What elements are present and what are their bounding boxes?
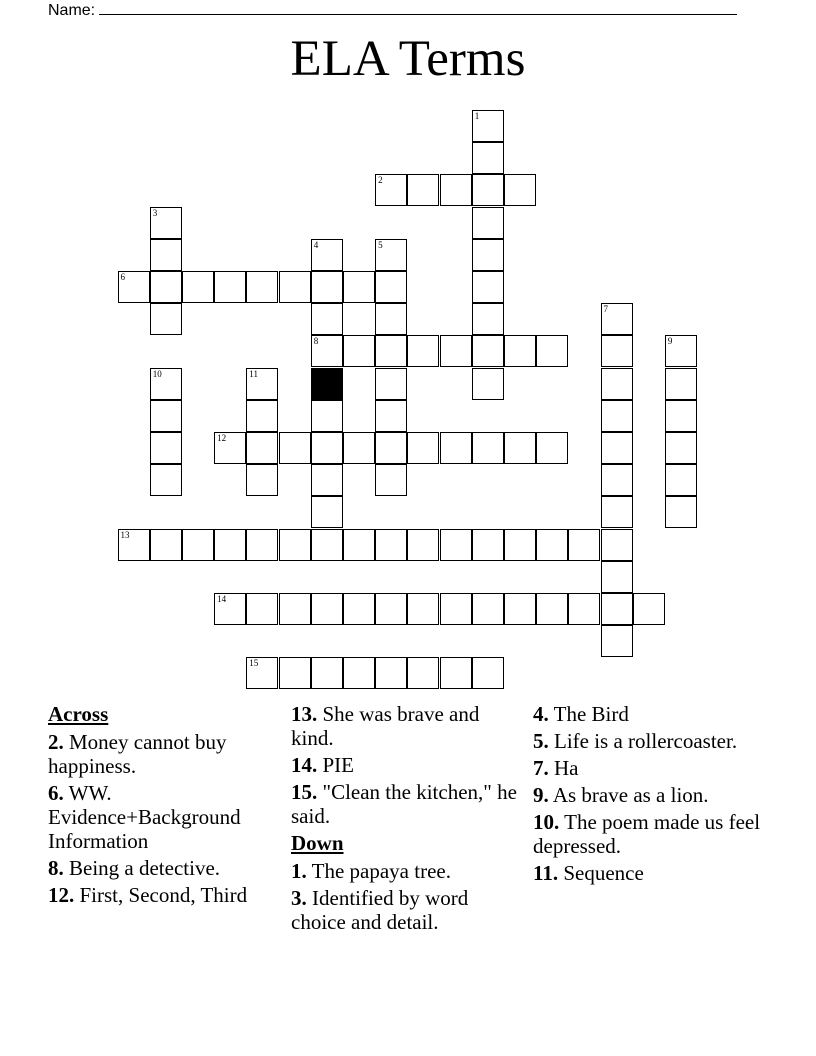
clue-across-14 xyxy=(291,753,526,777)
clue-number: 8. xyxy=(48,856,64,880)
crossword-cell[interactable] xyxy=(182,271,214,303)
crossword-cell[interactable] xyxy=(472,368,504,400)
crossword-cell[interactable] xyxy=(375,335,407,367)
crossword-cell[interactable] xyxy=(343,335,375,367)
crossword-cell[interactable] xyxy=(440,432,472,464)
crossword-cell[interactable] xyxy=(246,529,278,561)
crossword-cell[interactable] xyxy=(246,593,278,625)
black-square xyxy=(311,368,343,400)
clue-text: The papaya tree. xyxy=(311,859,451,883)
crossword-cell[interactable] xyxy=(150,529,182,561)
crossword-cell[interactable] xyxy=(601,529,633,561)
crossword-cell[interactable] xyxy=(246,368,278,400)
crossword-cell[interactable] xyxy=(536,335,568,367)
crossword-cell[interactable] xyxy=(440,657,472,689)
clue-text: "Clean the kitchen," he said. xyxy=(291,780,517,828)
crossword-cell[interactable] xyxy=(504,432,536,464)
clue-number: 13. xyxy=(291,702,318,726)
clue-number: 1. xyxy=(291,859,307,883)
clue-number-label: 13 xyxy=(120,529,130,540)
clue-number-label: 2 xyxy=(378,175,383,186)
clue-down-5 xyxy=(533,729,768,753)
crossword-cell[interactable] xyxy=(182,529,214,561)
clue-number: 4. xyxy=(533,702,549,726)
crossword-cell[interactable] xyxy=(150,432,182,464)
clue-text: The Bird xyxy=(553,702,629,726)
clue-number-label: 8 xyxy=(313,336,319,347)
crossword-cell[interactable] xyxy=(472,207,504,239)
crossword-cell[interactable] xyxy=(311,432,343,464)
crossword-cell[interactable] xyxy=(150,464,182,496)
crossword-cell[interactable] xyxy=(601,464,633,496)
crossword-cell[interactable] xyxy=(311,593,343,625)
crossword-cell[interactable] xyxy=(246,271,278,303)
clue-number: 3. xyxy=(291,886,307,910)
crossword-cell[interactable] xyxy=(343,271,375,303)
crossword-cell[interactable] xyxy=(150,303,182,335)
crossword-cell[interactable] xyxy=(214,529,246,561)
crossword-cell[interactable] xyxy=(504,593,536,625)
crossword-cell[interactable] xyxy=(472,432,504,464)
clue-number: 7. xyxy=(533,756,549,780)
clue-number-label: 15 xyxy=(249,658,259,669)
crossword-cell[interactable] xyxy=(246,432,278,464)
crossword-cell[interactable] xyxy=(150,271,182,303)
clue-text: She was brave and kind. xyxy=(291,702,480,750)
clues-column-2 xyxy=(291,702,526,937)
crossword-cell[interactable] xyxy=(601,496,633,528)
crossword-cell[interactable] xyxy=(343,593,375,625)
clue-text: Sequence xyxy=(563,861,644,885)
crossword-cell[interactable] xyxy=(311,529,343,561)
crossword-cell[interactable] xyxy=(375,239,407,271)
clue-down-9 xyxy=(533,783,768,807)
crossword-cell[interactable] xyxy=(311,239,343,271)
crossword-cell[interactable] xyxy=(343,657,375,689)
clue-number-label: 5 xyxy=(378,239,383,250)
clue-across-15 xyxy=(291,780,526,828)
crossword-cell[interactable] xyxy=(472,142,504,174)
crossword-cell[interactable] xyxy=(407,593,439,625)
crossword-cell[interactable] xyxy=(601,368,633,400)
clue-down-7 xyxy=(533,756,768,780)
crossword-cell[interactable] xyxy=(375,174,407,206)
crossword-cell[interactable] xyxy=(472,271,504,303)
crossword-cell[interactable] xyxy=(407,174,439,206)
clue-number: 15. xyxy=(291,780,318,804)
clue-number: 6. xyxy=(48,781,64,805)
clue-number: 5. xyxy=(533,729,549,753)
crossword-cell[interactable] xyxy=(601,593,633,625)
crossword-cell[interactable] xyxy=(407,657,439,689)
clue-number: 10. xyxy=(533,810,560,834)
crossword-cell[interactable] xyxy=(407,432,439,464)
crossword-cell[interactable] xyxy=(375,529,407,561)
clue-number: 2. xyxy=(48,730,64,754)
crossword-cell[interactable] xyxy=(472,529,504,561)
crossword-cell[interactable] xyxy=(375,432,407,464)
across-heading: Across xyxy=(48,702,109,726)
clue-down-1 xyxy=(291,859,526,883)
crossword-cell[interactable] xyxy=(279,432,311,464)
clue-number-label: 7 xyxy=(603,304,608,315)
name-line-rule[interactable] xyxy=(99,0,737,15)
crossword-cell[interactable] xyxy=(472,657,504,689)
crossword-cell[interactable] xyxy=(375,368,407,400)
clue-number: 11. xyxy=(533,861,559,885)
crossword-cell[interactable] xyxy=(407,335,439,367)
crossword-cell[interactable] xyxy=(375,464,407,496)
crossword-cell[interactable] xyxy=(246,657,278,689)
clue-number-label: 4 xyxy=(313,239,319,250)
crossword-cell[interactable] xyxy=(601,432,633,464)
crossword-cell[interactable] xyxy=(665,368,697,400)
crossword-cell[interactable] xyxy=(440,335,472,367)
clue-number-label: 12 xyxy=(217,433,227,443)
crossword-cell[interactable] xyxy=(407,529,439,561)
crossword-cell[interactable] xyxy=(375,400,407,432)
crossword-cell[interactable] xyxy=(150,207,182,239)
crossword-cell[interactable] xyxy=(375,657,407,689)
crossword-cell[interactable] xyxy=(118,271,150,303)
crossword-cell[interactable] xyxy=(601,400,633,432)
clue-text: Ha xyxy=(554,756,579,780)
crossword-cell[interactable] xyxy=(472,239,504,271)
crossword-cell[interactable] xyxy=(311,303,343,335)
clue-text: As brave as a lion. xyxy=(552,783,709,807)
clue-down-4 xyxy=(533,702,768,726)
crossword-cell[interactable] xyxy=(214,271,246,303)
crossword-cell[interactable] xyxy=(536,593,568,625)
crossword-cell[interactable] xyxy=(504,529,536,561)
crossword-cell[interactable] xyxy=(665,432,697,464)
crossword-cell[interactable] xyxy=(665,464,697,496)
crossword-cell[interactable] xyxy=(504,335,536,367)
clue-number-label: 1 xyxy=(474,111,480,121)
clue-text: WW. Evidence+Background Information xyxy=(48,781,241,853)
crossword-cell[interactable] xyxy=(214,432,246,464)
clue-down-11 xyxy=(533,861,768,885)
crossword-cell[interactable] xyxy=(375,593,407,625)
clue-text: Life is a rollercoaster. xyxy=(554,729,738,753)
crossword-cell[interactable] xyxy=(568,529,600,561)
crossword-cell[interactable] xyxy=(472,174,504,206)
clue-across-8 xyxy=(48,856,283,880)
crossword-cell[interactable] xyxy=(601,335,633,367)
clue-across-13 xyxy=(291,702,526,750)
crossword-cell[interactable] xyxy=(150,239,182,271)
name-label: Name: xyxy=(48,2,96,19)
crossword-cell[interactable] xyxy=(246,464,278,496)
crossword-cell[interactable] xyxy=(311,335,343,367)
clue-number-label: 3 xyxy=(152,207,158,218)
crossword-cell[interactable] xyxy=(601,561,633,593)
crossword-cell[interactable] xyxy=(311,464,343,496)
crossword-cell[interactable] xyxy=(665,400,697,432)
crossword-cell[interactable] xyxy=(311,496,343,528)
clue-text: Identified by word choice and detail. xyxy=(291,886,469,934)
page-title: ELA Terms xyxy=(290,31,526,87)
crossword-cell[interactable] xyxy=(343,529,375,561)
crossword-cell[interactable] xyxy=(472,335,504,367)
crossword-cell[interactable] xyxy=(375,303,407,335)
crossword-cell[interactable] xyxy=(601,625,633,657)
down-heading: Down xyxy=(291,831,344,855)
clue-across-12 xyxy=(48,883,283,907)
crossword-cell[interactable] xyxy=(665,496,697,528)
clue-text: First, Second, Third xyxy=(79,883,248,907)
crossword-cell[interactable] xyxy=(375,271,407,303)
clue-number-label: 9 xyxy=(667,336,673,347)
clues-column-3 xyxy=(533,702,768,888)
clue-text: The poem made us feel depressed. xyxy=(533,810,761,858)
clue-number: 12. xyxy=(48,883,75,907)
crossword-cell[interactable] xyxy=(568,593,600,625)
clue-number-label: 11 xyxy=(249,368,258,379)
crossword-cell[interactable] xyxy=(343,432,375,464)
crossword-cell[interactable] xyxy=(214,593,246,625)
crossword-cell[interactable] xyxy=(665,335,697,367)
crossword-cell[interactable] xyxy=(504,174,536,206)
crossword-cell[interactable] xyxy=(150,368,182,400)
crossword-cell[interactable] xyxy=(472,110,504,142)
clues-column-1 xyxy=(48,702,283,910)
clue-number-label: 10 xyxy=(152,368,162,379)
crossword-cell[interactable] xyxy=(279,271,311,303)
clue-down-3 xyxy=(291,886,526,934)
crossword-cell[interactable] xyxy=(311,657,343,689)
clue-number-label: 14 xyxy=(217,594,227,604)
clue-across-2 xyxy=(48,730,283,778)
crossword-cell[interactable] xyxy=(601,303,633,335)
clue-number: 14. xyxy=(291,753,318,777)
clue-across-6 xyxy=(48,781,283,853)
crossword-cell[interactable] xyxy=(150,400,182,432)
clue-text: Being a detective. xyxy=(69,856,221,880)
crossword-cell[interactable] xyxy=(279,529,311,561)
crossword-cell[interactable] xyxy=(440,593,472,625)
crossword-cell[interactable] xyxy=(440,174,472,206)
clue-text: Money cannot buy happiness. xyxy=(48,730,227,778)
crossword-cell[interactable] xyxy=(440,529,472,561)
crossword-cell[interactable] xyxy=(633,593,665,625)
name-field[interactable] xyxy=(48,0,737,20)
crossword-cell[interactable] xyxy=(536,529,568,561)
crossword-cell[interactable] xyxy=(311,400,343,432)
crossword-cell[interactable] xyxy=(118,529,150,561)
clue-number-label: 6 xyxy=(120,272,125,282)
crossword-cell[interactable] xyxy=(279,657,311,689)
crossword-cell[interactable] xyxy=(472,303,504,335)
clue-number: 9. xyxy=(533,783,549,807)
crossword-cell[interactable] xyxy=(472,593,504,625)
crossword-cell[interactable] xyxy=(279,593,311,625)
crossword-cell[interactable] xyxy=(246,400,278,432)
clue-down-10 xyxy=(533,810,768,858)
crossword-cell[interactable] xyxy=(311,271,343,303)
crossword-cell[interactable] xyxy=(536,432,568,464)
clue-text: PIE xyxy=(322,753,354,777)
